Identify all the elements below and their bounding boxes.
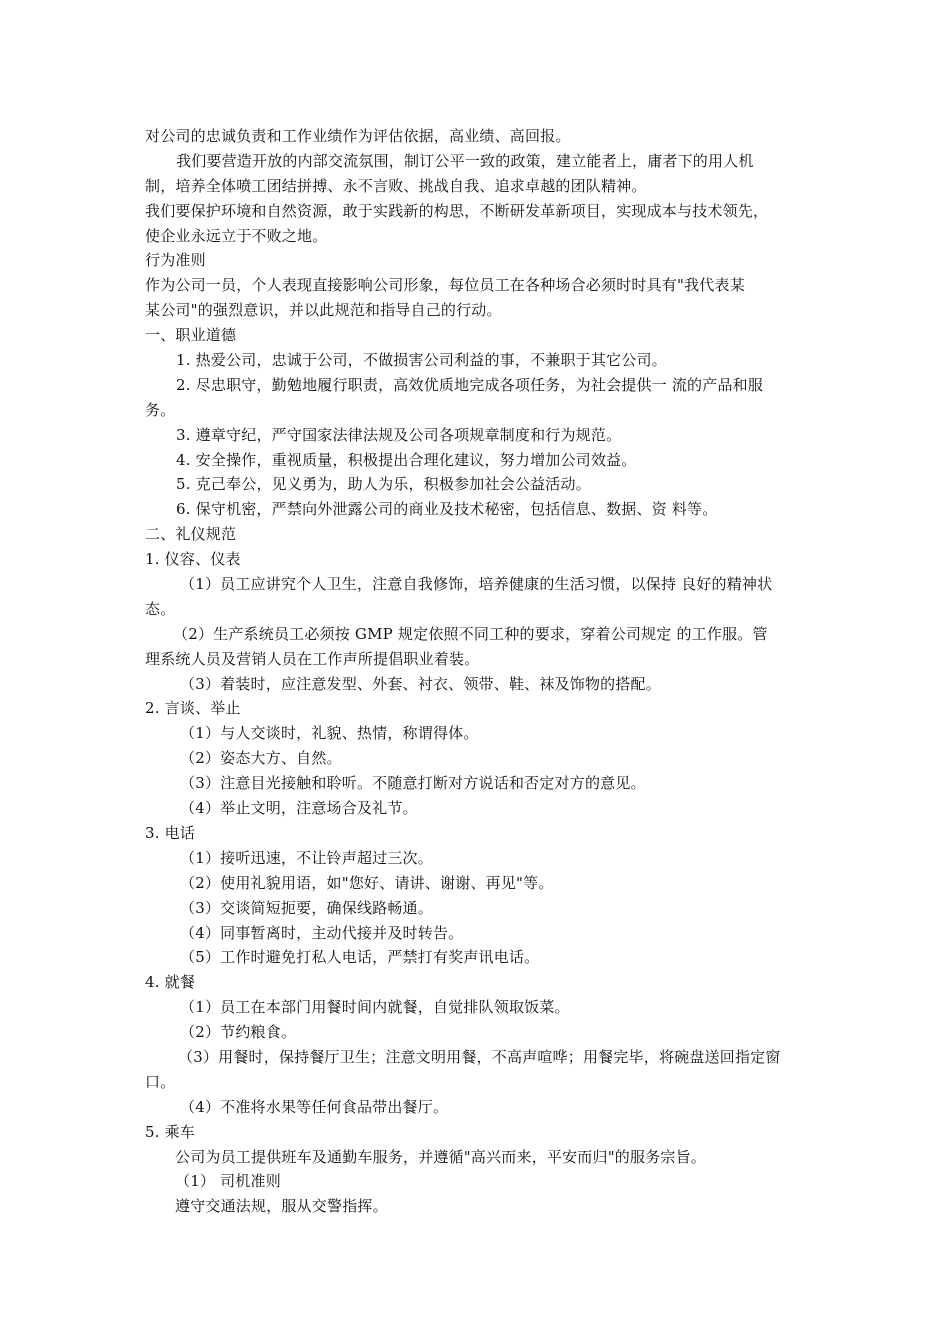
text-line: 6. 保守机密，严禁向外泄露公司的商业及技术秘密，包括信息、数据、资 料等。: [176, 500, 718, 519]
text-line: 1. 热爱公司，忠诚于公司，不做损害公司利益的事，不兼职于其它公司。: [176, 351, 667, 370]
text-line: （2）使用礼貌用语，如"您好、请讲、谢谢、再见"等。: [180, 873, 554, 892]
text-line: （4）不准将水果等任何食品带出餐厅。: [180, 1097, 449, 1116]
text-line: （4）同事暂离时，主动代接并及时转告。: [180, 923, 464, 942]
text-line: （4）举止文明，注意场合及礼节。: [180, 799, 418, 818]
text-line: 作为公司一员，个人表现直接影响公司形象，每位员工在各种场合必须时时具有"我代表某: [145, 276, 745, 295]
text-line: （3）着装时，应注意发型、外套、衬衣、领带、鞋、袜及饰物的搭配。: [180, 674, 661, 693]
document-page: [145, 124, 810, 1219]
text-line: （3）注意目光接触和聆听。不随意打断对方说话和否定对方的意见。: [180, 774, 646, 793]
text-line: 务。: [145, 400, 176, 419]
text-line: 制，培养全体喷工团结拼搏、永不言败、挑战自我、追求卓越的团队精神。: [145, 176, 647, 195]
text-line: 理系统人员及营销人员在工作声所提倡职业着装。: [145, 649, 480, 668]
text-line: （1）与人交谈时，礼貌、热情，称谓得体。: [180, 724, 479, 743]
text-line: 口。: [145, 1072, 176, 1091]
text-line: 遵守交通法规，服从交警指挥。: [175, 1197, 388, 1216]
text-line: 某公司"的强烈意识，并以此规范和指导自己的行动。: [145, 301, 502, 320]
text-line: 态。: [145, 599, 176, 618]
text-line: 使企业永远立于不败之地。: [145, 226, 328, 245]
text-line: （1）员工在本部门用餐时间内就餐，自觉排队领取饭菜。: [180, 998, 570, 1017]
text-line: 2. 尽忠职守，勤勉地履行职责，高效优质地完成各项任务，为社会提供一 流的产品和服: [176, 375, 764, 394]
text-line: 5. 乘车: [145, 1122, 196, 1141]
text-line: （2）生产系统员工必须按 GMP 规定依照不同工种的要求，穿着公司规定 的工作服。管: [173, 624, 768, 643]
text-line: 一、职业道德: [145, 326, 237, 345]
text-line: 3. 电话: [145, 823, 196, 842]
text-line: （1） 司机准则: [175, 1172, 281, 1191]
text-line: 3. 遵章守纪，严守国家法律法规及公司各项规章制度和行为规范。: [176, 425, 622, 444]
text-line: （1）员工应讲究个人卫生，注意自我修饰，培养健康的生活习惯，以保持 良好的精神状: [180, 575, 773, 594]
text-line: 公司为员工提供班车及通勤车服务，并遵循"高兴而来，平安而归"的服务宗旨。: [175, 1147, 707, 1166]
text-line: 1. 仪容、仪表: [145, 550, 241, 569]
text-line: 行为准则: [145, 251, 206, 270]
text-line: （1）接听迅速，不让铃声超过三次。: [180, 848, 433, 867]
text-line: （2）节约粮食。: [180, 1023, 297, 1042]
text-line: 我们要营造开放的内部交流氛围，制订公平一致的政策，建立能者上，庸者下的用人机: [176, 151, 754, 170]
text-line: 2. 言谈、举止: [145, 699, 241, 718]
text-line: （3）交谈简短扼要，确保线路畅通。: [180, 898, 433, 917]
text-line: （5）工作时避免打私人电话，严禁打有奖声讯电话。: [180, 948, 540, 967]
text-line: （2）姿态大方、自然。: [180, 749, 342, 768]
text-line: 对公司的忠诚负责和工作业绩作为评估依据，高业绩、高回报。: [145, 127, 571, 145]
text-line: （3）用餐时，保持餐厅卫生；注意文明用餐，不高声喧哗；用餐完毕，将碗盘送回指定窗: [178, 1047, 781, 1066]
text-line: 二、礼仪规范: [145, 525, 237, 544]
text-line: 4. 安全操作，重视质量，积极提出合理化建议，努力增加公司效益。: [176, 450, 637, 469]
text-line: 我们要保护环境和自然资源，敢于实践新的构思，不断研发革新项目，实现成本与技术领先，: [145, 201, 769, 220]
text-line: 5. 克己奉公，见义勇为，助人为乐，积极参加社会公益活动。: [176, 475, 591, 494]
text-line: 4. 就餐: [145, 973, 196, 992]
